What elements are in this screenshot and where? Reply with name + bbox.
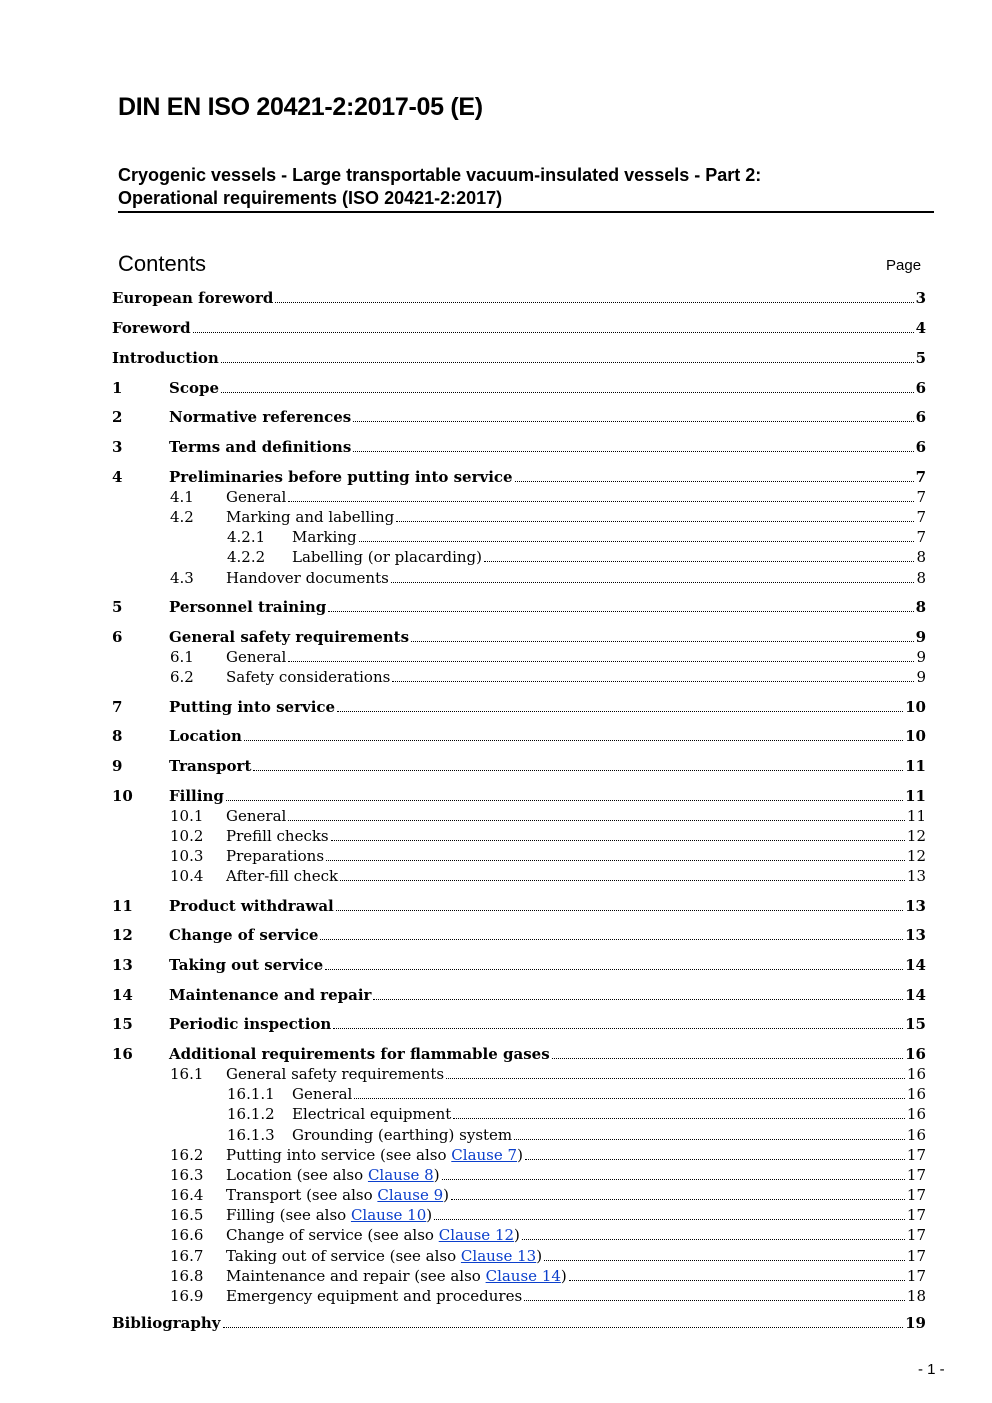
dot-leader — [515, 481, 914, 482]
toc-entry-page-number: 11 — [905, 757, 926, 775]
toc-entry[interactable] — [112, 407, 926, 427]
toc-entry-title: Periodic inspection — [169, 1015, 332, 1033]
dot-leader — [333, 1028, 903, 1029]
toc-entry-page-number: 17 — [906, 1206, 926, 1224]
clause-cross-reference-link[interactable]: Clause 9 — [377, 1186, 444, 1204]
toc-entry-title: Filling (see also — [226, 1206, 351, 1224]
toc-entry-label — [169, 726, 242, 746]
clause-cross-reference-link[interactable]: Clause 14 — [485, 1267, 561, 1285]
toc-entry[interactable] — [170, 1165, 926, 1185]
toc-entry-title: Transport (see also — [226, 1186, 378, 1204]
toc-entry-number: 2 — [112, 408, 123, 426]
toc-entry[interactable] — [112, 437, 926, 457]
toc-entry-number: 3 — [112, 438, 123, 456]
toc-entry-label — [169, 896, 334, 916]
toc-entry[interactable] — [112, 348, 926, 368]
toc-entry[interactable] — [227, 527, 926, 547]
dot-leader — [391, 582, 915, 583]
toc-entry-label — [226, 866, 338, 886]
toc-entry-label — [169, 925, 318, 945]
toc-entry-page-number: 8 — [916, 569, 926, 587]
dot-leader — [275, 302, 913, 303]
toc-entry-label — [169, 407, 351, 427]
dot-leader — [226, 800, 903, 801]
toc-entry-page-number: 17 — [906, 1186, 926, 1204]
toc-entry-title: Scope — [169, 379, 220, 397]
toc-entry-number: 16.5 — [170, 1206, 204, 1224]
toc-entry-title: General — [226, 488, 287, 506]
toc-entry-page-number: 17 — [906, 1267, 926, 1285]
toc-entry-label — [169, 1044, 550, 1064]
toc-entry-title: Terms and definitions — [169, 438, 352, 456]
document-subtitle — [118, 164, 934, 213]
toc-entry[interactable] — [112, 1014, 926, 1034]
toc-entry-suffix: ) — [514, 1226, 520, 1244]
toc-entry-number: 4.2 — [170, 508, 194, 526]
toc-entry-page-number: 6 — [915, 379, 926, 397]
toc-entry[interactable] — [112, 955, 926, 975]
toc-entry-number: 16.4 — [170, 1186, 204, 1204]
toc-entry-label — [292, 547, 482, 567]
toc-entry[interactable] — [112, 756, 926, 776]
dot-leader — [244, 740, 903, 741]
toc-entry[interactable] — [112, 288, 926, 308]
toc-entry-page-number: 7 — [915, 468, 926, 486]
toc-entry-title: Transport — [169, 757, 252, 775]
toc-entry-page-number: 7 — [916, 488, 926, 506]
dot-leader — [340, 880, 905, 881]
toc-entry-label — [226, 846, 324, 866]
toc-entry-label — [292, 1125, 512, 1145]
toc-entry-number: 5 — [112, 598, 123, 616]
toc-entry-label — [169, 786, 224, 806]
toc-entry-page-number: 15 — [905, 1015, 926, 1033]
toc-entry-number: 16.1.2 — [227, 1105, 275, 1123]
toc-entry-suffix: ) — [426, 1206, 433, 1224]
toc-entry[interactable] — [170, 1064, 926, 1084]
toc-entry-page-number: 10 — [905, 727, 926, 745]
toc-entry-title: Personnel training — [169, 598, 327, 616]
toc-entry-suffix: ) — [443, 1186, 450, 1204]
toc-entry-number: 4.2.2 — [227, 548, 266, 566]
toc-entry-title: Introduction — [112, 349, 219, 367]
toc-entry-page-number: 16 — [906, 1085, 926, 1103]
toc-entry[interactable] — [112, 597, 926, 617]
toc-entry-label — [226, 1286, 522, 1306]
toc-entry-title: Location (see also — [226, 1166, 368, 1184]
dot-leader — [525, 1159, 905, 1160]
dot-leader — [223, 1327, 904, 1328]
toc-entry-label — [226, 1165, 440, 1185]
toc-entry-number: 10.4 — [170, 867, 204, 885]
dot-leader — [320, 939, 903, 940]
toc-entry-number: 1 — [112, 379, 123, 397]
toc-entry-title: Maintenance and repair (see also — [226, 1267, 486, 1285]
toc-entry-title: Grounding (earthing) system — [292, 1126, 513, 1144]
toc-entry-suffix: ) — [517, 1146, 523, 1164]
toc-entry-number: 14 — [112, 986, 133, 1004]
dot-leader — [288, 661, 914, 662]
toc-entry-title: General safety requirements — [169, 628, 410, 646]
toc-entry-page-number: 4 — [915, 319, 926, 337]
toc-entry-label — [226, 1205, 432, 1225]
toc-entry-number: 4.1 — [170, 488, 194, 506]
dot-leader — [359, 541, 915, 542]
toc-entry-title: Product withdrawal — [169, 897, 334, 915]
toc-entry-title: Labelling (or placarding) — [292, 548, 482, 566]
toc-entry[interactable] — [112, 896, 926, 916]
toc-entry-number: 16.6 — [170, 1226, 204, 1244]
dot-leader — [434, 1219, 905, 1220]
toc-entry-number: 16.1.3 — [227, 1126, 275, 1144]
toc-entry-title: Putting into service (see also — [226, 1146, 452, 1164]
toc-entry-number: 10 — [112, 787, 133, 805]
toc-entry[interactable] — [170, 1286, 926, 1306]
clause-cross-reference-link[interactable]: Clause 12 — [438, 1226, 515, 1244]
toc-entry-page-number: 17 — [906, 1226, 926, 1244]
toc-entry-title: General — [226, 648, 287, 666]
toc-entry-number: 8 — [112, 727, 123, 745]
toc-entry-suffix: ) — [433, 1166, 440, 1184]
toc-entry-label — [226, 487, 286, 507]
toc-entry-title: General safety requirements — [226, 1065, 445, 1083]
toc-entry-label — [169, 467, 513, 487]
toc-entry[interactable] — [170, 1145, 926, 1165]
dot-leader — [325, 969, 903, 970]
toc-entry-number: 16.1 — [170, 1065, 204, 1083]
toc-entry[interactable] — [170, 1225, 926, 1245]
toc-entry-title: Electrical equipment — [292, 1105, 452, 1123]
toc-entry-title: Safety considerations — [226, 668, 391, 686]
toc-entry-page-number: 16 — [906, 1126, 926, 1144]
toc-entry-title: After-fill check — [226, 867, 339, 885]
toc-entry[interactable] — [112, 786, 926, 806]
toc-entry-page-number: 9 — [915, 628, 926, 646]
toc-entry[interactable] — [170, 846, 926, 866]
toc-entry-page-number: 13 — [905, 926, 926, 944]
toc-entry-title: Preliminaries before putting into service — [169, 468, 513, 486]
toc-entry-label — [226, 568, 389, 588]
toc-entry-page-number: 6 — [915, 408, 926, 426]
dot-leader — [337, 711, 903, 712]
toc-entry-number: 15 — [112, 1015, 133, 1033]
toc-entry-number: 4.3 — [170, 569, 194, 587]
toc-entry-page-number: 14 — [905, 956, 926, 974]
dot-leader — [446, 1078, 905, 1079]
toc-entry-number: 10.2 — [170, 827, 204, 845]
dot-leader — [288, 501, 914, 502]
toc-entry-number: 6.1 — [170, 648, 194, 666]
dot-leader — [544, 1260, 905, 1261]
toc-entry[interactable] — [170, 568, 926, 588]
toc-entry-number: 16.9 — [170, 1287, 204, 1305]
toc-entry-label — [169, 1014, 331, 1034]
toc-entry[interactable] — [170, 826, 926, 846]
toc-entry-title: Taking out of service (see also — [226, 1247, 461, 1265]
toc-entry[interactable] — [112, 726, 926, 746]
toc-entry[interactable] — [170, 647, 926, 667]
toc-entry-label — [112, 1313, 221, 1333]
toc-entry-page-number: 12 — [906, 847, 926, 865]
toc-entry-number: 6 — [112, 628, 123, 646]
toc-entry-page-number: 7 — [916, 528, 926, 546]
toc-entry[interactable] — [170, 1266, 926, 1286]
toc-entry-title: Change of service (see also — [226, 1226, 439, 1244]
toc-entry-title: Preparations — [226, 847, 325, 865]
toc-entry-label — [226, 826, 329, 846]
toc-entry-number: 16.3 — [170, 1166, 204, 1184]
toc-entry-label — [226, 647, 286, 667]
toc-entry-label — [112, 288, 273, 308]
toc-entry-page-number: 17 — [906, 1247, 926, 1265]
page-column-heading: Page — [886, 257, 922, 274]
toc-entry-label — [169, 756, 251, 776]
toc-entry-page-number: 17 — [906, 1146, 926, 1164]
toc-entry-label — [169, 955, 323, 975]
toc-entry[interactable] — [227, 547, 926, 567]
toc-entry-number: 4.2.1 — [227, 528, 266, 546]
toc-entry-number: 16.8 — [170, 1267, 204, 1285]
toc-entry[interactable] — [227, 1084, 926, 1104]
toc-entry-number: 16.7 — [170, 1247, 204, 1265]
toc-entry-title: General — [292, 1085, 353, 1103]
toc-entry-page-number: 8 — [915, 598, 926, 616]
dot-leader — [396, 521, 914, 522]
toc-entry[interactable] — [170, 806, 926, 826]
toc-entry[interactable] — [112, 697, 926, 717]
toc-entry-title: Marking and labelling — [226, 508, 395, 526]
toc-entry-page-number: 10 — [905, 698, 926, 716]
toc-entry-label — [226, 1266, 567, 1286]
dot-leader — [524, 1300, 905, 1301]
dot-leader — [522, 1239, 905, 1240]
clause-cross-reference-link[interactable]: Clause 8 — [367, 1166, 434, 1184]
toc-entry-title: Putting into service — [169, 698, 336, 716]
toc-entry-label — [226, 806, 286, 826]
toc-entry-label — [169, 437, 351, 457]
dot-leader — [453, 1118, 905, 1119]
dot-leader — [353, 421, 913, 422]
toc-entry[interactable] — [112, 378, 926, 398]
dot-leader — [354, 1098, 905, 1099]
toc-entry-number: 9 — [112, 757, 123, 775]
toc-entry-page-number: 16 — [906, 1065, 926, 1083]
dot-leader — [451, 1199, 905, 1200]
toc-entry-label — [112, 348, 219, 368]
toc-entry-page-number: 17 — [906, 1166, 926, 1184]
toc-entry-title: Foreword — [112, 319, 191, 337]
toc-entry-page-number: 14 — [905, 986, 926, 1004]
dot-leader — [326, 860, 905, 861]
toc-entry[interactable] — [170, 1205, 926, 1225]
toc-entry-label — [226, 1145, 523, 1165]
toc-entry-number: 12 — [112, 926, 133, 944]
toc-entry-label — [226, 507, 394, 527]
toc-entry-page-number: 5 — [915, 349, 926, 367]
dot-leader — [336, 910, 903, 911]
dot-leader — [392, 681, 914, 682]
toc-entry-page-number: 13 — [905, 897, 926, 915]
toc-entry-number: 4 — [112, 468, 123, 486]
toc-entry-label — [226, 667, 390, 687]
toc-entry-page-number: 7 — [916, 508, 926, 526]
toc-entry-label — [169, 378, 219, 398]
dot-leader — [288, 820, 905, 821]
toc-entry-title: Handover documents — [226, 569, 389, 587]
toc-entry-title: Maintenance and repair — [169, 986, 372, 1004]
toc-entry[interactable] — [170, 507, 926, 527]
subtitle-line-1: Cryogenic vessels - Large transportable vacuum-insulated vessels - Part 2: — [118, 165, 762, 185]
toc-entry-title: Normative references — [169, 408, 352, 426]
toc-entry-title: Prefill checks — [226, 827, 329, 845]
toc-entry[interactable] — [112, 627, 926, 647]
toc-entry[interactable] — [112, 985, 926, 1005]
toc-entry-label — [292, 1104, 451, 1124]
toc-entry-number: 11 — [112, 897, 133, 915]
toc-entry[interactable] — [112, 467, 926, 487]
toc-entry[interactable] — [170, 1185, 926, 1205]
toc-entry-title: Bibliography — [112, 1314, 221, 1332]
clause-cross-reference-link[interactable]: Clause 13 — [460, 1247, 537, 1265]
toc-entry-page-number: 11 — [905, 787, 926, 805]
toc-entry-label — [169, 985, 371, 1005]
dot-leader — [442, 1179, 905, 1180]
toc-entry-title: Marking — [292, 528, 357, 546]
toc-entry-label — [169, 597, 326, 617]
toc-entry[interactable] — [227, 1104, 926, 1124]
toc-entry-title: Emergency equipment and procedures — [226, 1287, 523, 1305]
dot-leader — [411, 641, 914, 642]
toc-entry-label — [169, 697, 335, 717]
toc-entry[interactable] — [170, 866, 926, 886]
toc-entry-number: 13 — [112, 956, 133, 974]
toc-entry-label — [226, 1225, 520, 1245]
toc-entry-title: Filling — [169, 787, 224, 805]
subtitle-line-2: Operational requirements (ISO 20421-2:2017) — [118, 188, 503, 208]
toc-entry-title: Taking out service — [169, 956, 324, 974]
contents-heading: Contents — [118, 251, 207, 276]
dot-leader — [373, 999, 903, 1000]
clause-cross-reference-link[interactable]: Clause 7 — [451, 1146, 518, 1164]
toc-entry-page-number: 13 — [906, 867, 926, 885]
dot-leader — [221, 362, 914, 363]
toc-entry-page-number: 9 — [916, 668, 926, 686]
toc-entry-suffix: ) — [536, 1247, 543, 1265]
toc-entry-page-number: 16 — [906, 1105, 926, 1123]
toc-entry[interactable] — [170, 667, 926, 687]
toc-entry-number: 7 — [112, 698, 123, 716]
toc-entry-page-number: 16 — [905, 1045, 926, 1063]
toc-entry-label — [169, 627, 409, 647]
page-number-footer: - 1 - — [918, 1361, 945, 1378]
toc-entry-label — [226, 1185, 449, 1205]
toc-entry[interactable] — [112, 925, 926, 945]
toc-entry-label — [292, 1084, 352, 1104]
toc-entry-page-number: 12 — [906, 827, 926, 845]
toc-entry-number: 16 — [112, 1045, 133, 1063]
toc-entry-title: Location — [169, 727, 242, 745]
toc-entry-label — [112, 318, 191, 338]
toc-entry[interactable] — [227, 1125, 926, 1145]
dot-leader — [328, 611, 913, 612]
toc-entry-title: Change of service — [169, 926, 319, 944]
dot-leader — [514, 1139, 905, 1140]
toc-entry-page-number: 8 — [916, 548, 926, 566]
document-title: DIN EN ISO 20421-2:2017-05 (E) — [118, 93, 483, 121]
toc-entry-page-number: 19 — [905, 1314, 926, 1332]
toc-entry-label — [226, 1246, 542, 1266]
toc-entry[interactable] — [112, 1044, 926, 1064]
toc-entry[interactable] — [170, 487, 926, 507]
toc-entry[interactable] — [112, 1313, 926, 1333]
toc-entry-title: European foreword — [112, 289, 274, 307]
toc-entry-page-number: 11 — [906, 807, 926, 825]
toc-entry-page-number: 9 — [916, 648, 926, 666]
toc-entry-label — [226, 1064, 444, 1084]
dot-leader — [569, 1280, 905, 1281]
toc-entry-number: 16.1.1 — [227, 1085, 275, 1103]
toc-entry-title: Additional requirements for flammable gases — [169, 1045, 550, 1063]
toc-entry-title: General — [226, 807, 287, 825]
toc-entry-suffix: ) — [560, 1267, 567, 1285]
toc-entry-number: 16.2 — [170, 1146, 204, 1164]
dot-leader — [484, 561, 914, 562]
toc-entry-label — [292, 527, 357, 547]
dot-leader — [331, 840, 905, 841]
toc-entry-number: 6.2 — [170, 668, 194, 686]
toc-entry-page-number: 3 — [915, 289, 926, 307]
dot-leader — [353, 451, 913, 452]
dot-leader — [221, 392, 914, 393]
toc-entry-page-number: 18 — [906, 1287, 926, 1305]
toc-entry-number: 10.1 — [170, 807, 204, 825]
dot-leader — [253, 770, 903, 771]
toc-entry-number: 10.3 — [170, 847, 204, 865]
clause-cross-reference-link[interactable]: Clause 10 — [350, 1206, 427, 1224]
dot-leader — [193, 332, 914, 333]
toc-entry-page-number: 6 — [915, 438, 926, 456]
toc-entry[interactable] — [112, 318, 926, 338]
dot-leader — [552, 1058, 903, 1059]
toc-entry[interactable] — [170, 1246, 926, 1266]
